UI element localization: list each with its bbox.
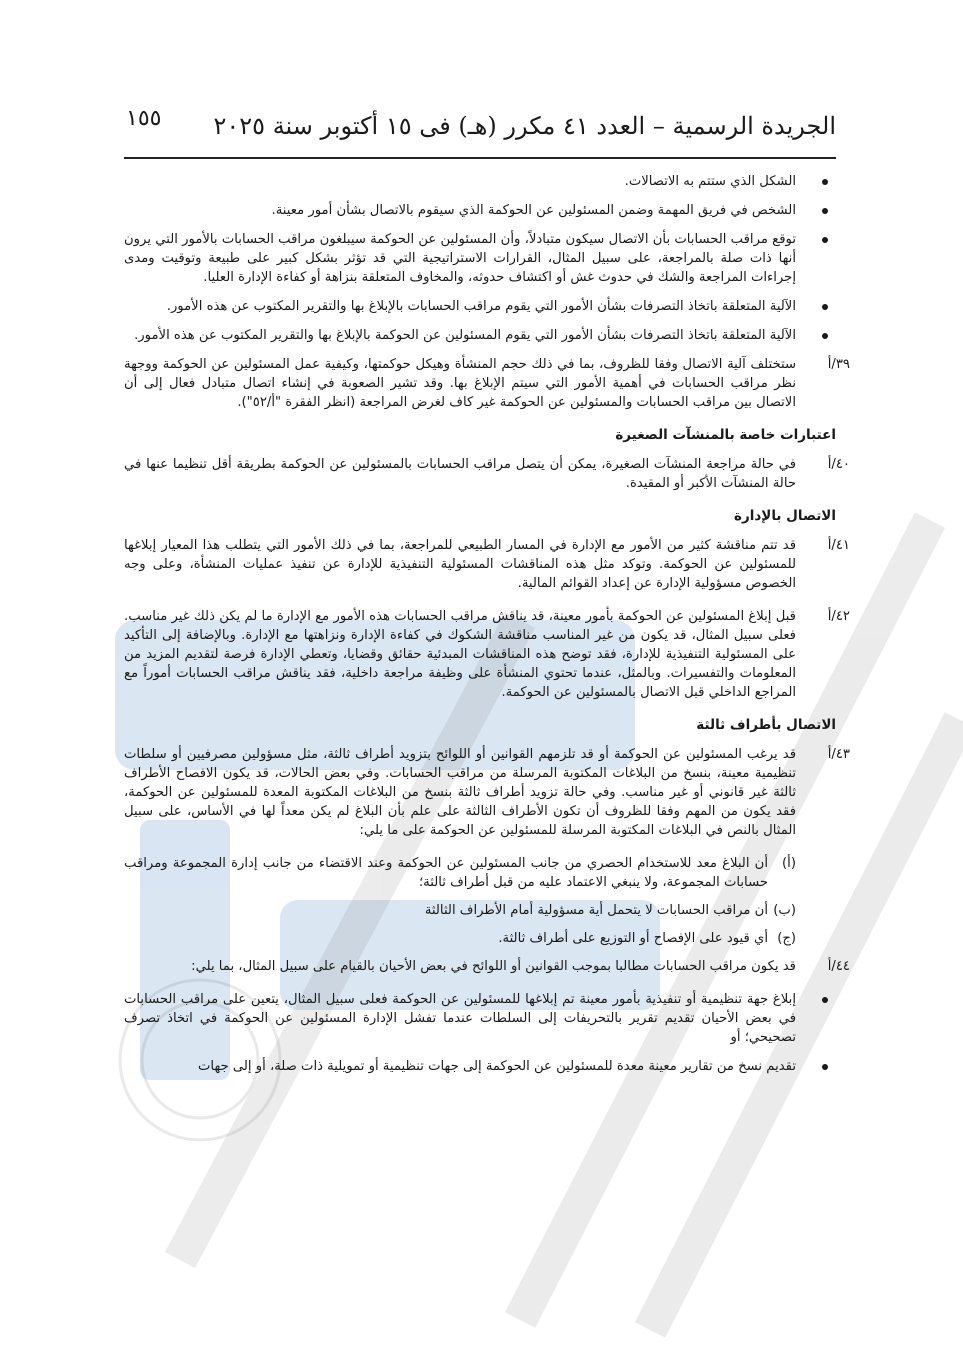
list-item: الآلية المتعلقة باتخاذ التصرفات بشأن الأمور التي يقوم المسئولين عن الحوكمة بالإبلاغ بها والتقرير المكتوب عن هذه الأمور. bbox=[124, 326, 836, 345]
paragraph-a44 bbox=[124, 957, 850, 976]
list-item: تقديم نسخ من تقارير معينة معدة للمسئولين عن الحوكمة إلى جهات تنظيمية أو تمويلية ذات صلة، أو إلى جهات bbox=[124, 1057, 836, 1076]
bullet-icon bbox=[822, 237, 828, 243]
paragraph-a42 bbox=[124, 607, 850, 702]
document-body bbox=[124, 172, 850, 1086]
sub-item: (أ) أن البلاغ معد للاستخدام الحصري من جانب المسئولين عن الحوكمة وعند الاقتضاء من جانب إدارة المجموعة ومراقب حسابات المجموعة، ولا ينبغي الاعتماد عليه من قبل أطراف ثالثة؛ bbox=[124, 856, 796, 890]
paragraph-number: ٤٣/أ bbox=[827, 747, 850, 762]
paragraph-number: ٤١/أ bbox=[827, 538, 850, 553]
paragraph-number: ٤٠/أ bbox=[827, 457, 850, 472]
paragraph-a39 bbox=[124, 355, 850, 412]
bullet-icon bbox=[822, 179, 828, 185]
sub-item: (ج) أي قيود على الإفصاح أو التوزيع على أطراف ثالثة. bbox=[498, 931, 796, 946]
section-heading: اعتبارات خاصة بالمنشآت الصغيرة bbox=[615, 427, 836, 443]
bullet-icon bbox=[822, 1064, 828, 1070]
gazette-title: الجريدة الرسمية – العدد ٤١ مكرر (هـ) فى ١٥ أكتوبر سنة ٢٠٢٥ bbox=[213, 112, 836, 140]
paragraph-text: قد يرغب المسئولين عن الحوكمة أو قد تلزمهم القوانين أو اللوائح بتزويد أطراف ثالثة، مثل مسؤولين مصرفيين أو سلطات تنظيمية معينة، بنسخ من البلاغات المكتوبة المرسلة من مراقب الحسابات. وفي بعض الحالات، قد يكون الافصاح الأطراف ثالثة غير قانوني أو غير مناسب. وفي حالة تزويد أطراف ثالثة بنسخ من البلاغات المكتوبة المعدة للمسئولين عن الحوكمة، فقد يكون من المهم وفقا للظروف أن تكون الأطراف الثالثة على علم بأن البلاغ لم يكن معداً لها في الأساس، على سبيل المثال بالنص في البلاغات المكتوبة المرسلة للمسئولين عن الحوكمة على ما يلي: bbox=[124, 747, 796, 838]
paragraph-text: في حالة مراجعة المنشآت الصغيرة، يمكن أن يتصل مراقب الحسابات بالمسئولين عن الحوكمة بطريقة أقل تنظيما عنها في حالة المنشآت الأكبر أو المقيدة. bbox=[124, 457, 796, 491]
bullet-icon bbox=[822, 997, 828, 1003]
list-item: توقع مراقب الحسابات بأن الاتصال سيكون متبادلاً، وأن المسئولين عن الحوكمة سيبلغون مراقب الحسابات بالأمور التي يرون أنها ذات صلة بالمراجعة، على سبيل المثال، القرارات الاستراتيجية التي قد تؤثر بشكل كبير على طبيعة وتوقيت ومدى إجراءات المراجعة والشك في حدوث غش أو اكتشاف حدوثه، والمخاوف المتعلقة بنزاهة أو كفاءة الإدارة العليا. bbox=[124, 230, 836, 287]
sub-item: (ب) أن مراقب الحسابات لا يتحمل أية مسؤولية أمام الأطراف الثالثة bbox=[424, 903, 796, 918]
paragraph-text: ستختلف آلية الاتصال وفقا للظروف، بما في ذلك حجم المنشأة وهيكل حوكمتها، وكيفية عمل المسئولين عن الحوكمة ووجهة نظر مراقب الحسابات في أهمية الأمور التي سيتم الإبلاغ بها. وقد تشير الصعوبة في إنشاء اتصال متبادل فعال إلى أن الاتصال بين مراقب الحسابات والمسئولين عن الحوكمة غير كاف لغرض المراجعة (انظر الفقرة "أ/٥٢"). bbox=[124, 357, 796, 410]
paragraph-number: ٣٩/أ bbox=[827, 357, 850, 372]
bullet-icon bbox=[822, 208, 828, 214]
list-item: الآلية المتعلقة باتخاذ التصرفات بشأن الأمور التي يقوم مراقب الحسابات بالإبلاغ بها والتقرير المكتوب عن هذه الأمور. bbox=[124, 297, 836, 316]
list-item: إبلاغ جهة تنظيمية أو تنفيذية بأمور معينة تم إبلاغها للمسئولين عن الحوكمة فعلى سبيل المثال، يتعين على مراقب الحسابات في بعض الأحيان تقديم تقرير بالتحريفات إلى السلطات عندما تفشل الإدارة المسئولين عن الحوكمة في اتخاذ تصرف تصحيحي؛ أو bbox=[124, 990, 836, 1047]
page-header bbox=[124, 100, 836, 160]
sub-item-marker: (ج) bbox=[777, 931, 796, 946]
paragraph-text: قد تتم مناقشة كثير من الأمور مع الإدارة في المسار الطبيعي للمراجعة، بما في ذلك الأمور التي يتطلب هذا المعيار إبلاغها للمسئولين عن الحوكمة. وتوكد مثل هذه المناقشات المسئولية التنفيذية للإدارة عن تنفيذ عمليات المنشأة، وعلى وجه الخصوص مسؤولية الإدارة عن إعداد القوائم المالية. bbox=[124, 538, 796, 591]
paragraph-a43 bbox=[124, 745, 850, 840]
paragraph-a41 bbox=[124, 536, 850, 593]
page-number: ١٥٥ bbox=[126, 106, 162, 131]
list-item: الشخص في فريق المهمة وضمن المسئولين عن الحوكمة الذي سيقوم بالاتصال بشأن أمور معينة. bbox=[124, 201, 836, 220]
paragraph-text: قد يكون مراقب الحسابات مطالبا بموجب القوانين أو اللوائح في بعض الأحيان بالقيام على سبيل المثال، بما يلي: bbox=[191, 959, 796, 974]
paragraph-number: ٤٤/أ bbox=[827, 959, 850, 974]
header-divider bbox=[124, 157, 836, 159]
sub-item-marker: (أ) bbox=[782, 856, 796, 871]
sub-item-marker: (ب) bbox=[773, 903, 796, 918]
paragraph-text: قبل إبلاغ المسئولين عن الحوكمة بأمور معينة، قد يناقش مراقب الحسابات هذه الأمور مع الإدارة ما لم يكن ذلك غير مناسب. فعلى سبيل المثال، قد يكون من غير المناسب مناقشة الشكوك في كفاءة الإدارة ونزاهتها مع الإدارة. وبالإضافة إلى التأكيد على المسئولية التنفيذية للإدارة، فقد توضح هذه المناقشات المبدئية حقائق وقضايا، وتعطي الإدارة فرصة لتقديم المزيد من المعلومات والتفسيرات. وبالمثل، عندما تحتوي المنشأة على وظيفة مراجعة داخلية، فقد يناقش مراقب الحسابات أموراً مع المراجع الداخلي قبل الاتصال بالمسئولين عن الحوكمة. bbox=[124, 609, 796, 700]
list-item: الشكل الذي ستتم به الاتصالات. bbox=[124, 172, 836, 191]
paragraph-number: ٤٢/أ bbox=[827, 609, 850, 624]
bullet-icon bbox=[822, 333, 828, 339]
section-heading: الاتصال بالإدارة bbox=[733, 508, 836, 524]
paragraph-a40 bbox=[124, 455, 850, 493]
bullet-icon bbox=[822, 304, 828, 310]
section-heading: الاتصال بأطراف ثالثة bbox=[696, 717, 836, 733]
